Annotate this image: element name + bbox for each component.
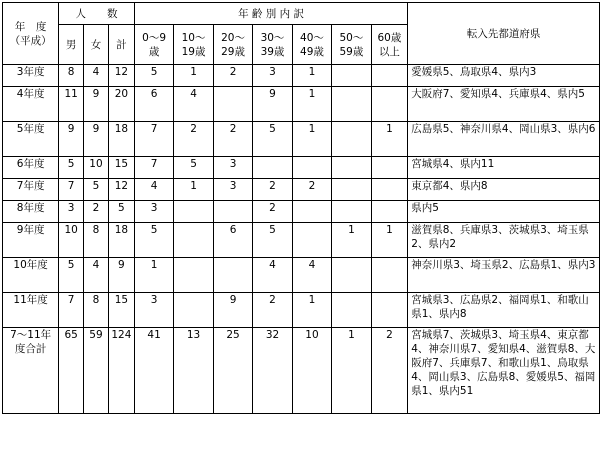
age-count-cell [371, 179, 408, 201]
total-cell: 15 [108, 157, 134, 179]
age-count-cell: 5 [134, 65, 173, 87]
female-cell: 2 [84, 201, 109, 223]
people-header: 人 数 [59, 3, 135, 25]
age-count-cell: 3 [134, 201, 173, 223]
age-group-header-line: 29歳 [221, 45, 245, 58]
destination-cell: 県内5 [408, 201, 600, 223]
year-cell: 9年度 [3, 223, 59, 258]
age-count-cell: 32 [253, 328, 292, 414]
female-cell: 8 [84, 223, 109, 258]
age-count-cell: 5 [174, 157, 213, 179]
age-group-header [332, 25, 371, 65]
table-row [3, 157, 600, 179]
total-cell: 18 [108, 223, 134, 258]
age-count-cell: 2 [253, 179, 292, 201]
age-count-cell [332, 65, 371, 87]
destination-cell: 宮城県7、茨城県3、埼玉県4、東京都4、神奈川県7、愛知県4、滋賀県8、大阪府7、兵庫県7、和歌山県1、鳥取県4、岡山県3、広島県8、愛媛県5、福岡県1、県内51 [408, 328, 600, 414]
age-group-header [292, 25, 331, 65]
age-group-header-line: 50～ [339, 31, 364, 44]
age-count-cell [332, 157, 371, 179]
male-cell: 7 [59, 179, 84, 201]
destination-cell: 大阪府7、愛知県4、兵庫県4、県内5 [408, 87, 600, 122]
age-count-cell: 1 [292, 293, 331, 328]
age-group-header-line: 10～ [181, 31, 206, 44]
age-count-cell: 4 [134, 179, 173, 201]
age-group-header-line: 0～9 [142, 31, 167, 44]
destination-cell: 神奈川県3、埼玉県2、広島県1、県内3 [408, 258, 600, 293]
male-cell: 8 [59, 65, 84, 87]
age-group-header [174, 25, 213, 65]
destination-cell: 東京都4、県内8 [408, 179, 600, 201]
age-count-cell: 7 [134, 157, 173, 179]
age-count-cell: 1 [174, 65, 213, 87]
destination-cell: 滋賀県8、兵庫県3、茨城県3、埼玉県2、県内2 [408, 223, 600, 258]
age-count-cell [292, 201, 331, 223]
age-count-cell [213, 87, 252, 122]
age-group-header-line: 60歳 [377, 31, 402, 44]
age-count-cell [292, 223, 331, 258]
female-cell: 9 [84, 122, 109, 157]
age-count-cell: 2 [292, 179, 331, 201]
age-count-cell [371, 293, 408, 328]
age-count-cell: 10 [292, 328, 331, 414]
age-count-cell: 1 [332, 328, 371, 414]
age-count-cell: 1 [292, 65, 331, 87]
age-count-cell: 9 [213, 293, 252, 328]
year-header [3, 3, 59, 65]
age-count-cell [332, 122, 371, 157]
age-count-cell: 6 [134, 87, 173, 122]
male-cell: 3 [59, 201, 84, 223]
total-cell: 124 [108, 328, 134, 414]
age-count-cell: 3 [134, 293, 173, 328]
age-count-cell: 2 [253, 201, 292, 223]
age-group-header-line: 49歳 [300, 45, 324, 58]
age-group-header-line: 59歳 [339, 45, 364, 58]
age-count-cell: 1 [292, 122, 331, 157]
age-group-header-line: 19歳 [181, 45, 206, 58]
age-count-cell: 3 [213, 179, 252, 201]
age-count-cell: 1 [292, 87, 331, 122]
age-count-cell: 2 [253, 293, 292, 328]
age-count-cell [332, 258, 371, 293]
total-header: 計 [108, 25, 134, 65]
table-row [3, 65, 600, 87]
age-count-cell: 1 [332, 223, 371, 258]
male-cell: 65 [59, 328, 84, 414]
year-cell: 6年度 [3, 157, 59, 179]
age-count-cell: 6 [213, 223, 252, 258]
year-cell: 3年度 [3, 65, 59, 87]
table-body [3, 65, 600, 414]
age-count-cell: 4 [174, 87, 213, 122]
age-count-cell: 1 [174, 179, 213, 201]
total-cell: 20 [108, 87, 134, 122]
age-count-cell: 2 [213, 65, 252, 87]
year-cell: 5年度 [3, 122, 59, 157]
female-cell: 5 [84, 179, 109, 201]
age-count-cell: 1 [134, 258, 173, 293]
age-group-header [253, 25, 292, 65]
age-count-cell [174, 223, 213, 258]
table-row [3, 293, 600, 328]
male-cell: 9 [59, 122, 84, 157]
age-group-header [213, 25, 252, 65]
age-count-cell [174, 293, 213, 328]
age-group-header-line: 20～ [221, 31, 245, 44]
year-cell: 8年度 [3, 201, 59, 223]
age-count-cell [371, 258, 408, 293]
age-count-cell [332, 87, 371, 122]
age-group-header-line: 歳 [148, 45, 160, 58]
female-cell: 4 [84, 65, 109, 87]
age-count-cell [292, 157, 331, 179]
age-group-header-line: 以上 [378, 45, 400, 58]
age-count-cell [332, 179, 371, 201]
age-count-cell: 4 [292, 258, 331, 293]
destination-cell: 宮城県4、県内11 [408, 157, 600, 179]
age-count-cell: 1 [371, 223, 408, 258]
female-cell: 4 [84, 258, 109, 293]
total-cell: 9 [108, 258, 134, 293]
age-count-cell: 7 [134, 122, 173, 157]
age-count-cell: 4 [253, 258, 292, 293]
age-count-cell: 25 [213, 328, 252, 414]
relocation-table-container [2, 2, 600, 414]
female-header: 女 [84, 25, 109, 65]
age-count-cell [253, 157, 292, 179]
year-cell: 11年度 [3, 293, 59, 328]
destination-cell: 宮城県3、広島県2、福岡県1、和歌山県1、県内8 [408, 293, 600, 328]
age-count-cell: 3 [253, 65, 292, 87]
table-row [3, 87, 600, 122]
age-group-header [371, 25, 408, 65]
table-row [3, 201, 600, 223]
age-count-cell: 13 [174, 328, 213, 414]
table-row [3, 258, 600, 293]
table-row [3, 179, 600, 201]
age-count-cell: 2 [371, 328, 408, 414]
age-count-cell [174, 201, 213, 223]
age-group-header-line: 39歳 [260, 45, 285, 58]
year-header-label: 年 度 [14, 20, 47, 33]
male-cell: 11 [59, 87, 84, 122]
age-count-cell: 1 [371, 122, 408, 157]
age-count-cell: 5 [134, 223, 173, 258]
age-count-cell [371, 201, 408, 223]
destination-cell: 広島県5、神奈川県4、岡山県3、県内6 [408, 122, 600, 157]
table-row [3, 328, 600, 414]
age-count-cell: 9 [253, 87, 292, 122]
total-cell: 15 [108, 293, 134, 328]
total-cell: 12 [108, 65, 134, 87]
destination-cell: 愛媛県5、鳥取県4、県内3 [408, 65, 600, 87]
table-row [3, 223, 600, 258]
female-cell: 8 [84, 293, 109, 328]
age-count-cell [371, 87, 408, 122]
male-cell: 10 [59, 223, 84, 258]
destination-header: 転入先都道府県 [408, 3, 600, 65]
relocation-table [2, 2, 600, 414]
age-count-cell: 41 [134, 328, 173, 414]
male-cell: 5 [59, 157, 84, 179]
age-header: 年 齢 別 内 訳 [134, 3, 407, 25]
age-count-cell: 3 [213, 157, 252, 179]
age-group-header-line: 30～ [260, 31, 285, 44]
year-cell: 4年度 [3, 87, 59, 122]
year-header-sub: （平成） [9, 34, 52, 47]
age-count-cell [371, 65, 408, 87]
table-row [3, 122, 600, 157]
age-count-cell [332, 293, 371, 328]
age-count-cell [332, 201, 371, 223]
age-count-cell [174, 258, 213, 293]
male-cell: 5 [59, 258, 84, 293]
age-count-cell: 2 [174, 122, 213, 157]
age-group-header-line: 40～ [300, 31, 324, 44]
year-cell: 10年度 [3, 258, 59, 293]
total-cell: 18 [108, 122, 134, 157]
age-count-cell: 5 [253, 223, 292, 258]
female-cell: 9 [84, 87, 109, 122]
female-cell: 59 [84, 328, 109, 414]
male-cell: 7 [59, 293, 84, 328]
age-count-cell [213, 258, 252, 293]
year-cell: 7年度 [3, 179, 59, 201]
year-cell: 7～11年度合計 [3, 328, 59, 414]
age-count-cell [213, 201, 252, 223]
total-cell: 12 [108, 179, 134, 201]
male-header: 男 [59, 25, 84, 65]
age-group-header [134, 25, 173, 65]
female-cell: 10 [84, 157, 109, 179]
age-count-cell: 2 [213, 122, 252, 157]
age-count-cell [371, 157, 408, 179]
total-cell: 5 [108, 201, 134, 223]
age-count-cell: 5 [253, 122, 292, 157]
